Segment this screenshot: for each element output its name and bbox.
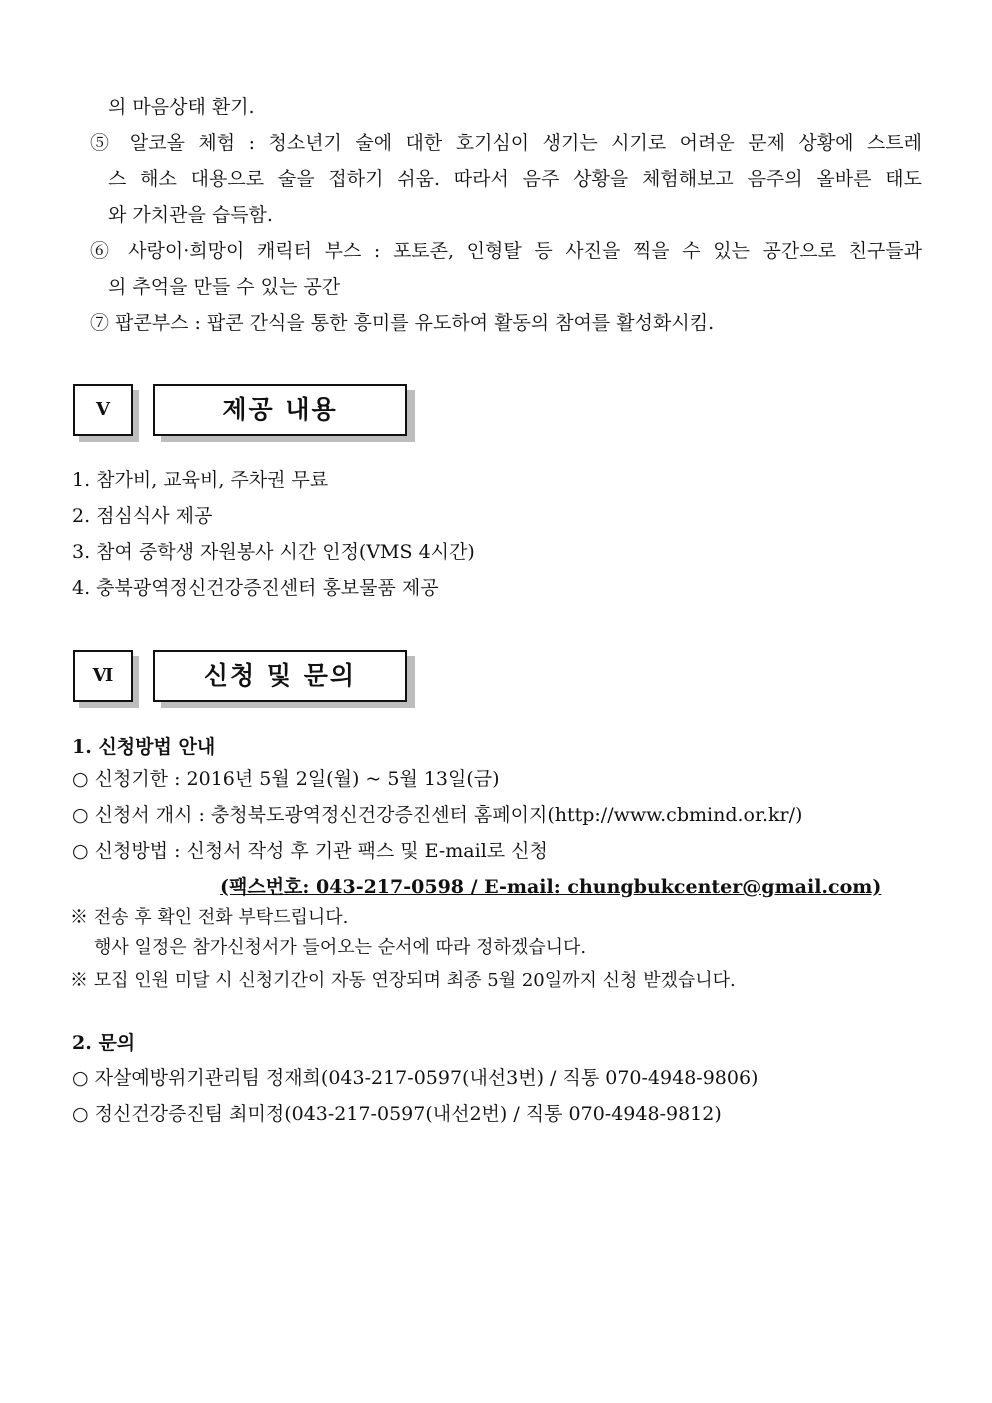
intro-line-3: 스 해소 대용으로 술을 접하기 쉬움. 따라서 음주 상황을 체험해보고 음주의 올바른 태도	[108, 168, 922, 190]
note-extension: ※ 모집 인원 미달 시 신청기간이 자동 연장되며 최종 5월 20일까지 신청 받겠습니다.	[70, 970, 736, 991]
contact-suicide-prevention: ○ 자살예방위기관리팀 정재희(043-217-0597(내선3번) / 직통 070-4948-9806)	[72, 1067, 759, 1089]
intro-line-1: 의 마음상태 환기.	[108, 96, 255, 118]
bullet-application-form: ○ 신청서 개시 : 충청북도광역정신건강증진센터 홈페이지(http://www.cbmind.or.kr/)	[72, 804, 803, 826]
intro-line-2: ⑤ 알코올 체험 : 청소년기 술에 대한 호기심이 생기는 시기로 어려운 문제 상황에 스트레	[90, 132, 922, 154]
intro-line-4: 와 가치관을 습득함.	[108, 204, 273, 226]
section-5-item-2: 2. 점심식사 제공	[72, 505, 213, 527]
contact-mental-health: ○ 정신건강증진팀 최미정(043-217-0597(내선2번) / 직통 070-4948-9812)	[72, 1103, 722, 1125]
fax-email-line: (팩스번호: 043-217-0598 / E-mail: chungbukcenter@gmail.com)	[220, 876, 882, 898]
section-5-number: Ⅴ	[73, 384, 133, 436]
section-6-title: 신청 및 문의	[153, 650, 407, 702]
bullet-application-method: ○ 신청방법 : 신청서 작성 후 기관 팩스 및 E-mail로 신청	[72, 840, 548, 862]
bullet-application-period: ○ 신청기한 : 2016년 5월 2일(월) ~ 5월 13일(금)	[72, 768, 500, 790]
section-5-item-1: 1. 참가비, 교육비, 주차권 무료	[72, 469, 329, 491]
section-5-item-3: 3. 참여 중학생 자원봉사 시간 인정(VMS 4시간)	[72, 541, 475, 563]
section-5-item-4: 4. 충북광역정신건강증진센터 홍보물품 제공	[72, 577, 439, 599]
intro-line-6: 의 추억을 만들 수 있는 공간	[108, 276, 341, 298]
note-schedule: 행사 일정은 참가신청서가 들어오는 순서에 따라 정하겠습니다.	[94, 937, 587, 958]
intro-line-5: ⑥ 사랑이·희망이 캐릭터 부스 : 포토존, 인형탈 등 사진을 찍을 수 있는 공간으로 친구들과	[90, 240, 922, 262]
section-6-number: Ⅵ	[73, 650, 133, 702]
note-confirm-call: ※ 전송 후 확인 전화 부탁드립니다.	[70, 907, 349, 928]
inquiry-heading: 2. 문의	[72, 1032, 136, 1054]
section-5-title: 제공 내용	[153, 384, 407, 436]
intro-line-7: ⑦ 팝콘부스 : 팝콘 간식을 통한 흥미를 유도하여 활동의 참여를 활성화시킴.	[90, 312, 715, 334]
application-method-heading: 1. 신청방법 안내	[72, 736, 216, 758]
